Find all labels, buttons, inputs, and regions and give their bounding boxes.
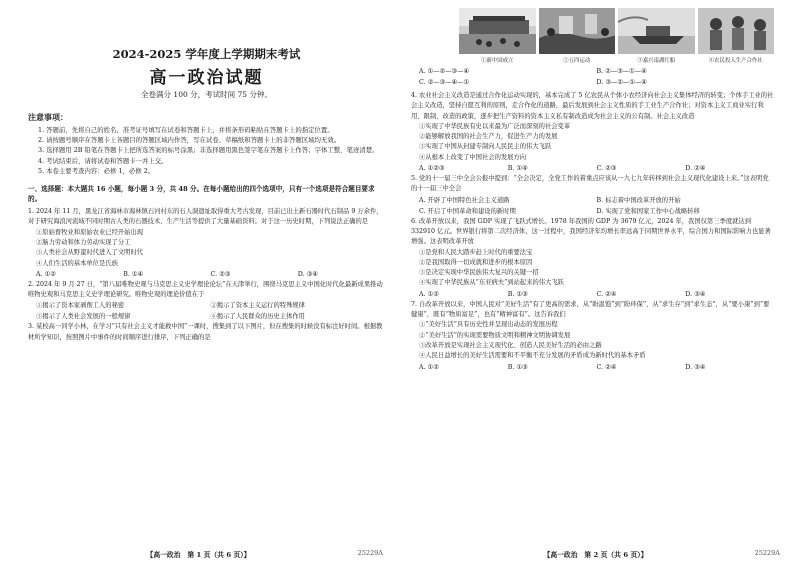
q3-choice-b: B. ②—③—①—④ [596, 68, 647, 75]
notice-item: 3. 选择题用 2B 铅笔在答题卡上把所选答案的标号涂黑；非选择题用黑色签字笔在答题卡上作答；字体工整，笔迹清楚。 [38, 146, 379, 155]
notice-item: 1. 答题前，先将自己的姓名、准考证号填写在试卷和答题卡上，并将条形码粘贴在答题卡上的指定位置。 [38, 126, 334, 134]
photo-red-boat [618, 8, 695, 54]
exam-title: 2024-2025 学年度上学期期末考试 [112, 47, 301, 61]
q6-choice-a: A. ①② [419, 290, 439, 298]
question-6-stem: 6. 改革开放以来，我国 GDP 实现了飞跃式增长。1978 年我国的 GDP 为 3679 亿元，2024 年，我国仅第三季度就达到 332910 亿元。世界银行将第二次经济体，这一过程中，我国经济年均增长率远高于同期世界水平，综合国力和国际影响力也显著增强。这表明改革开放 [411, 217, 771, 246]
footer-code: 25229A [754, 549, 780, 557]
q6-choices [419, 289, 774, 300]
q1-item: ②脑力劳动和体力劳动实现了分工 [36, 238, 131, 246]
notice-item: 5. 本卷主要考查内容：必修 1，必修 2。 [38, 166, 155, 175]
q6-item: ②是我国取得一切成就和进步的根本原因 [419, 258, 533, 266]
notice-item: 4. 考试结束后，请将试卷和答题卡一并上交。 [38, 156, 168, 165]
question-4-stem: 4. 农业社会主义改造是通过合作化运动实现的，基本完成了 5 亿农民从个体小农经济向社会主义集体经济的转变；个体手工业的社会主义改造，坚持自愿互利的原则，走合作化的道路，最后发展到社会主义性质的手工业生产合作社；对资本主义工商业实行利用、限制、改造的政策，逐步把生产资料的资本主义私有制改造成为社会主义的公有制。社会主义改造 [411, 92, 774, 120]
caption: ①新中国成立 [481, 58, 514, 64]
question-5-stem: 5. 党的十一届三中全会公报中提到：“全会决定，全党工作的着重点应该从一九七九年转移到社会主义现代化建设上来。”这表明党的十一届三中全会 [411, 175, 769, 193]
q1-choice-c: C. ②③ [210, 270, 231, 278]
question-3-stem: 3. 某校高一同学小林，在学习“只有社会主义才能救中国”一课时，搜集到了以下图片，但在搜集的时候没有标注好时间。根据教材所学知识，按照图片中事件的时间顺序进行排序，下列正确的是 [28, 323, 383, 341]
footer-label: 【高一政治 第 2 页（共 6 页）】 [543, 551, 648, 559]
q7-item: ②“美好生活”的实现需要物质文明和精神文明协调发展 [419, 331, 571, 339]
q4-choice-d: D. ②④ [685, 165, 706, 173]
q4-item: ③实现了中国从封建专制向人民民主的伟大飞跃 [419, 143, 552, 151]
q1-item: ③人类社会从野蛮时代进入了文明时代 [36, 249, 144, 257]
q6-item: ①是党和人民大踏步赶上时代的重要法宝 [419, 248, 533, 256]
caption: ④农民投入生产合作社 [708, 58, 763, 64]
q2-choices [36, 300, 385, 322]
q1-choices [36, 269, 385, 280]
q7-item: ①“美好生活”具有历史性并呈现出动态的发展历程 [419, 321, 558, 329]
exam-info: 全卷满分 100 分，考试时间 75 分钟。 [141, 90, 272, 99]
notice-title: 注意事项： [28, 112, 68, 122]
q2-item: ①揭示了资本家剥削工人的秘密 [36, 302, 125, 310]
q3-photos [459, 8, 774, 54]
q7-item: ④人民日益增长的美好生活需要和不平衡不充分发展的矛盾成为新时代的基本矛盾 [419, 352, 646, 360]
section-heading: 一、选择题：本大题共 16 小题，每小题 3 分，共 48 分。在每小题给出的四个选项中，只有一个选项是符合题目要求的。 [28, 185, 375, 204]
q1-choice-b: B. ①④ [123, 270, 144, 278]
q5-choice-c: C. 开启了中国革命和建设的新时期 [419, 207, 516, 215]
footer-label: 【高一政治 第 1 页（共 6 页）】 [146, 551, 251, 559]
q2-item: ③揭示了人类社会发展的一般规律 [36, 313, 131, 321]
q7-choices [419, 362, 774, 373]
q7-choice-b: B. ①③ [507, 363, 528, 371]
photo-may-fourth [539, 8, 616, 54]
q6-item: ③是决定实现中华民族伟大复兴的关键一招 [419, 269, 539, 277]
photo-cooperative [698, 8, 775, 54]
q7-choice-a: A. ①② [419, 363, 439, 371]
q5-choice-a: A. 开辟了中国特色社会主义道路 [419, 196, 510, 204]
q7-choice-d: D. ③④ [685, 363, 706, 371]
q4-choice-a: A. ①②③ [419, 165, 445, 173]
q3-choices [419, 66, 774, 88]
q4-choices [419, 163, 774, 174]
q7-item: ③改革开放是实现社会主义现代化、创造人民美好生活的必由之路 [419, 341, 602, 349]
q2-item: ④揭示了人民群众的历史主体作用 [210, 313, 305, 321]
q1-choice-d: D. ③④ [297, 270, 318, 278]
q3-choice-c: C. ②—③—④—① [419, 79, 470, 86]
q6-choice-b: B. ①③ [507, 290, 528, 298]
q6-choice-c: C. ②④ [596, 290, 617, 298]
q3-captions [459, 56, 774, 64]
q5-choices [419, 195, 774, 217]
right-page [397, 0, 794, 561]
notice-item: 2. 请按题号顺序在答题卡上各题目的答题区域内作答，写在试卷、草稿纸和答题卡上的非答题区域均无效。 [38, 136, 341, 145]
caption: ③嘉兴南湖红船 [637, 58, 676, 64]
q4-item: ④从根本上改变了中国社会的发展方向 [419, 153, 527, 161]
q3-choice-a: A. ①—②—③—④ [419, 68, 470, 75]
q5-choice-b: B. 标志着中国改革开放的开始 [596, 196, 681, 204]
q7-choice-c: C. ②④ [596, 363, 617, 371]
q5-choice-d: D. 实现了党和国家工作中心战略转移 [596, 207, 700, 215]
q4-choice-b: B. ①④ [507, 165, 528, 173]
question-2-stem: 2. 2024 年 9 月 27 日，“第八届唯物史观与马克思主义史学理论论坛”在天津举行，围绕马克思主义中国化时代化最新成果推动唯物史观和马克思主义史学理论研究。唯物史观的理论价值在于 [28, 280, 383, 299]
q6-choice-d: D. ③④ [685, 290, 706, 298]
photo-founding-ceremony [459, 8, 536, 54]
subject-title: 高一政治试题 [149, 68, 264, 88]
question-7-stem: 7. 自改革开放以来，中国人民对“美好生活”有了更高的需求，从“盼温饱”到“盼环保”、从“求生存”到“求生态”，从“要小康”到“要健康”，既有“物质富足”，也有“精神富有”。这告诉我们 [411, 300, 770, 319]
footer-code: 25229A [357, 549, 383, 557]
q1-item: ④人们生活的基本单位是氏族 [36, 259, 118, 267]
q3-choice-d: D. ③—②—①—④ [596, 79, 647, 86]
q4-item: ②能够解放我国的社会生产力，促进生产力的发展 [419, 133, 558, 141]
q4-item: ①实现了中华民族有史以来最为广泛而深刻的社会变革 [419, 122, 571, 130]
q2-item: ②揭示了资本主义运行的特殊规律 [210, 302, 305, 310]
q4-choice-c: C. ②③ [596, 165, 617, 173]
question-1-stem: 1. 2024 年 11 月，黑龙江省海林市海林镇石河村东的石人洞遗址取得重大考古发现，目前已出土新石器时代石制品 9 万余件，对于研究海浪河流域不同时期古人类的石器技术、生产生活等提供了大量基础资料。对于这一历史时期，下列说法正确的是 [28, 208, 383, 226]
q1-item: ①原始畜牧业和原始农业已经开始出现 [36, 228, 144, 236]
caption: ②五四运动 [563, 58, 591, 64]
q1-choice-a: A. ①② [36, 270, 56, 278]
q6-item: ④实现了中华民族从“东亚病夫”到站起来的伟大飞跃 [419, 279, 564, 287]
